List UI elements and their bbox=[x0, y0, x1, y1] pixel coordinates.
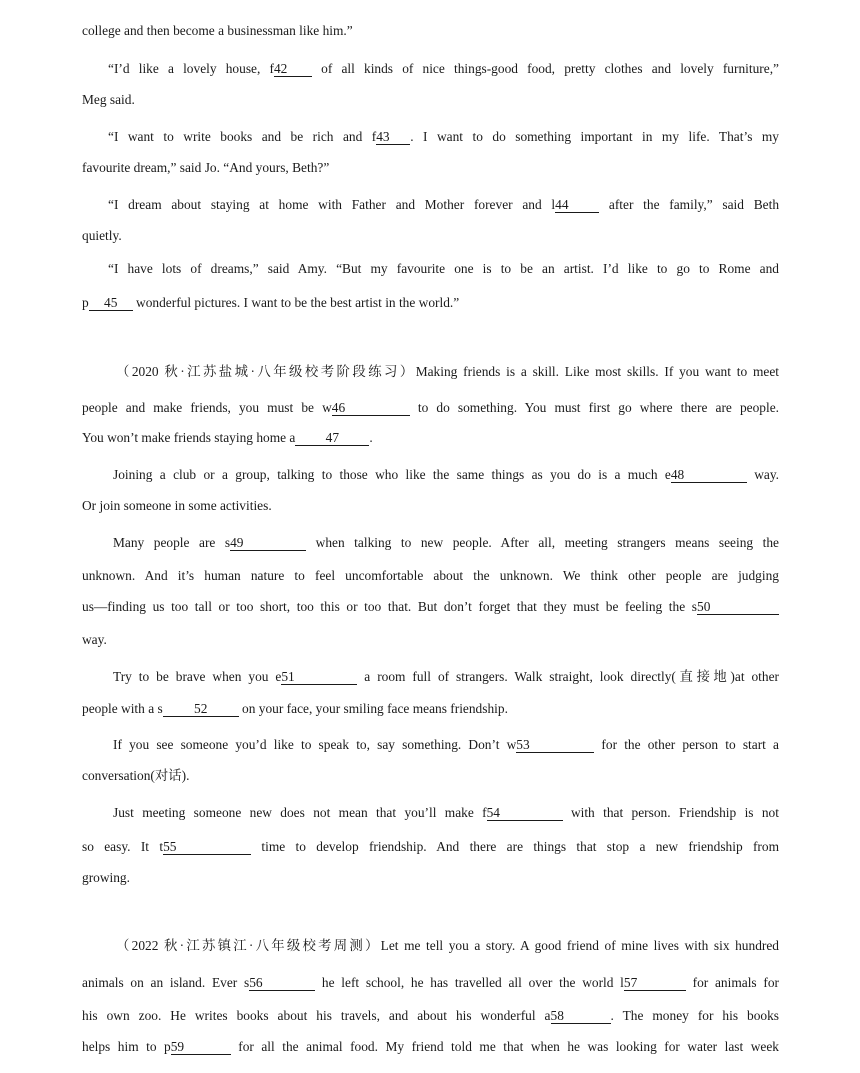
text-line: You won’t make friends staying home a 47 . bbox=[82, 430, 373, 445]
text-line: people and make friends, you must be w46 to do something. You must first go where there are people. bbox=[82, 400, 779, 415]
text-line: “I have lots of dreams,” said Amy. “But my favourite one is to be an artist. I’d like to go to Rome and bbox=[108, 261, 779, 276]
text-line: If you see someone you’d like to speak to, say something. Don’t w53 for the other person to start a bbox=[113, 737, 779, 752]
text-line: us—finding us too tall or too short, too this or too that. But don’t forget that they must be feeling the s50 bbox=[82, 598, 779, 616]
blank-59[interactable]: 59 bbox=[171, 1039, 231, 1055]
blank-43[interactable]: 43 bbox=[376, 129, 410, 145]
text-line: people with a s 52 on your face, your smiling face means friendship. bbox=[82, 701, 508, 716]
text-line: his own zoo. He writes books about his travels, and about his wonderful a58 . The money for his books bbox=[82, 1008, 780, 1023]
text-line: p 45 wonderful pictures. I want to be the best artist in the world.” bbox=[82, 295, 460, 310]
text-line: college and then become a businessman like him.” bbox=[82, 23, 353, 38]
text-line: unknown. And it’s human nature to feel uncomfortable about the unknown. We think other people are judging bbox=[82, 568, 779, 583]
text-line: “I’d like a lovely house, f42 of all kinds of nice things-good food, pretty clothes and lovely furniture,” bbox=[108, 61, 779, 76]
blank-46[interactable]: 46 bbox=[332, 400, 410, 416]
text-line: Meg said. bbox=[82, 92, 135, 107]
text-line: so easy. It t55 time to develop friendship. And there are things that stop a new friendship from bbox=[82, 839, 779, 854]
text-line: Many people are s49 when talking to new people. After all, meeting strangers means seeing the bbox=[113, 535, 779, 550]
blank-51[interactable]: 51 bbox=[281, 669, 357, 685]
blank-53[interactable]: 53 bbox=[516, 737, 594, 753]
text-line: growing. bbox=[82, 870, 130, 885]
text-line: “I want to write books and be rich and f43 . I want to do something important in my life. That’s my bbox=[108, 129, 779, 144]
text-line: conversation(对话). bbox=[82, 768, 190, 783]
blank-44[interactable]: 44 bbox=[555, 197, 599, 213]
blank-50[interactable]: 50 bbox=[697, 599, 779, 615]
text-line: Just meeting someone new does not mean that you’ll make f54 with that person. Friendship is not bbox=[113, 805, 779, 820]
text-line: helps him to p59 for all the animal food. My friend told me that when he was looking for water last week bbox=[82, 1039, 779, 1054]
blank-54[interactable]: 54 bbox=[487, 805, 563, 821]
text-line: favourite dream,” said Jo. “And yours, Beth?” bbox=[82, 160, 330, 175]
blank-45[interactable]: 45 bbox=[89, 295, 133, 311]
text-line: Or join someone in some activities. bbox=[82, 498, 272, 513]
blank-49[interactable]: 49 bbox=[230, 535, 306, 551]
blank-47[interactable]: 47 bbox=[295, 430, 369, 446]
blank-58[interactable]: 58 bbox=[551, 1008, 611, 1024]
blank-52[interactable]: 52 bbox=[163, 701, 239, 717]
text-line: （2020 秋·江苏盐城·八年级校考阶段练习）Making friends is a skill. Like most skills. If you want to meet bbox=[116, 364, 779, 379]
blank-55[interactable]: 55 bbox=[163, 839, 251, 855]
text-line: “I dream about staying at home with Father and Mother forever and l44 after the family,” said Beth bbox=[108, 197, 780, 212]
text-line: way. bbox=[82, 632, 107, 647]
text-line: animals on an island. Ever s56 he left school, he has travelled all over the world l57 for animals for bbox=[82, 975, 779, 990]
blank-42[interactable]: 42 bbox=[274, 61, 312, 77]
text-line: Joining a club or a group, talking to those who like the same things as you do is a much e48 way. bbox=[113, 467, 779, 482]
blank-48[interactable]: 48 bbox=[671, 467, 747, 483]
text-line: quietly. bbox=[82, 228, 122, 243]
blank-57[interactable]: 57 bbox=[624, 975, 686, 991]
blank-56[interactable]: 56 bbox=[249, 975, 315, 991]
text-line: Try to be brave when you e51 a room full of strangers. Walk straight, look directly(直接地)at other bbox=[113, 669, 779, 684]
text-line: （2022 秋·江苏镇江·八年级校考周测）Let me tell you a story. A good friend of mine lives with six hundred bbox=[116, 938, 779, 953]
